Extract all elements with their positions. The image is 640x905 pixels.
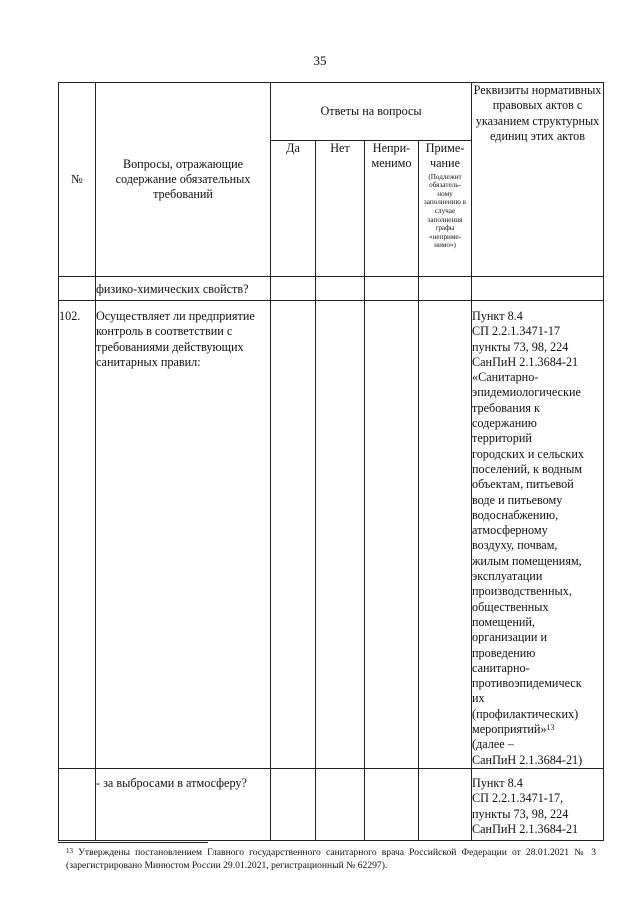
answer-not-applicable-cell[interactable] xyxy=(365,301,419,769)
answer-no-cell[interactable] xyxy=(316,301,365,769)
footnote xyxy=(66,846,596,872)
answer-no-cell[interactable] xyxy=(316,277,365,301)
answer-note-cell[interactable] xyxy=(419,277,472,301)
header-row-top xyxy=(59,83,604,141)
header-note xyxy=(419,141,472,277)
answer-yes-cell[interactable] xyxy=(271,301,316,769)
row-requisites xyxy=(472,301,604,769)
header-no: Нет xyxy=(316,141,365,277)
footnote-mark: 13 xyxy=(66,847,73,855)
header-num: № xyxy=(59,83,96,277)
row-num xyxy=(59,768,96,840)
row-requisites: Пункт 8.4 СП 2.2.1.3471-17, пункты 73, 98, 224 СанПиН 2.1.3684-21 xyxy=(472,768,604,840)
header-yes: Да xyxy=(271,141,316,277)
footnote-divider xyxy=(58,842,208,843)
answer-not-applicable-cell[interactable] xyxy=(365,768,419,840)
answer-note-cell[interactable] xyxy=(419,301,472,769)
footnote-text: Утверждены постановлением Главного государственного санитарного врача Российской Федерации от 28.01.2021 № 3 (зарегистрировано Минюстом России 29.01.2021, регистрационный № 62297). xyxy=(66,847,596,871)
footnote-ref: 13 xyxy=(546,723,555,733)
table-row xyxy=(59,768,604,840)
row-num xyxy=(59,277,96,301)
table-row xyxy=(59,277,604,301)
header-note-detail: (Подлежит обязатель- ному заполнению в случае заполнения графы «неприме- нимо») xyxy=(423,172,467,250)
header-note-title: Приме- чание xyxy=(425,141,465,171)
page-number: 35 xyxy=(313,53,327,68)
answer-note-cell[interactable] xyxy=(419,768,472,840)
requisites-main: Пункт 8.4 СП 2.2.1.3471-17 пункты 73, 98, 224 СанПиН 2.1.3684-21 «Санитарно- эпидемиологические требования к содержанию территорий городских и сельских поселений, к водным объектам, питьевой воде и питьевому водоснабжению, атмосферному воздуху, почвам, жилым помещениям, эксплуатации производственных, общественных помещений, организации и проведению санитарно- противоэпидемическ их (профилактических) мероприятий» xyxy=(472,309,584,737)
row-question: Осуществляет ли предприятие контроль в соответствии с требованиями действующих санитарных правил: xyxy=(96,301,271,769)
row-num: 102. xyxy=(59,301,96,769)
answer-not-applicable-cell[interactable] xyxy=(365,277,419,301)
answer-yes-cell[interactable] xyxy=(271,768,316,840)
checklist-table xyxy=(58,82,604,841)
header-not-applicable: Непри- менимо xyxy=(365,141,419,277)
table-row xyxy=(59,301,604,769)
answer-no-cell[interactable] xyxy=(316,768,365,840)
row-requisites xyxy=(472,277,604,301)
row-question: - за выбросами в атмосферу? xyxy=(96,768,271,840)
header-answers: Ответы на вопросы xyxy=(271,83,472,141)
row-question: физико-химических свойств? xyxy=(96,277,271,301)
header-questions: Вопросы, отражающие содержание обязательных требований xyxy=(96,83,271,277)
header-requisites: Реквизиты нормативных правовых актов с указанием структурных единиц этих актов xyxy=(472,83,604,277)
requisites-tail: (далее – СанПиН 2.1.3684-21) xyxy=(472,737,583,767)
answer-yes-cell[interactable] xyxy=(271,277,316,301)
